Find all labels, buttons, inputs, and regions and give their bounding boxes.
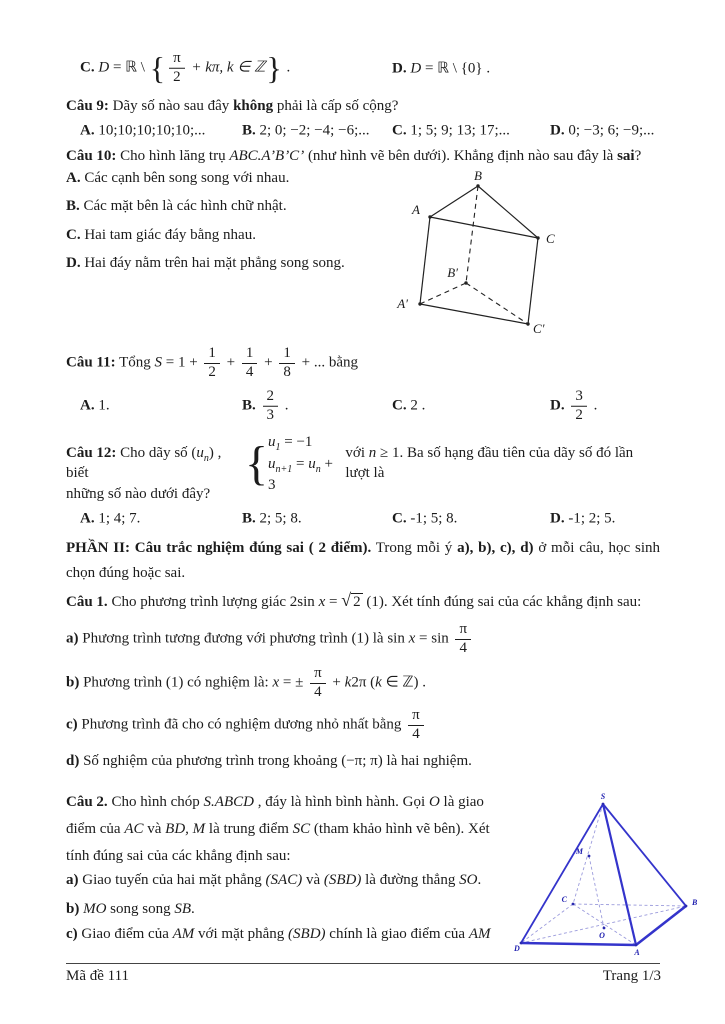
part2-question1-title: Câu 1. Cho phương trình lượng giác 2sin x = √ 2 (1). Xét tính đúng sai của các khẳng định sau:	[66, 590, 642, 610]
part2-heading: PHẦN II: Câu trắc nghiệm đúng sai ( 2 điểm). Trong mỗi ý a), b), c), d) ở mỗi câu, học sinh chọn đúng hoặc sai.	[66, 540, 661, 581]
pyramid-figure	[512, 792, 702, 960]
part2-question2-line1: Câu 2. Cho hình chóp S.ABCD , đáy là hình bình hành. Gọi O là giao	[66, 794, 484, 810]
question10-statement-d: D. Hai đáy nằm trên hai mặt phẳng song song.	[66, 255, 345, 271]
prism-figure	[396, 170, 571, 338]
pyramid-label-s: S	[600, 792, 606, 801]
question12-option-b: B. 2; 5; 8.	[242, 510, 302, 527]
question12-option-a: A. 1; 4; 7.	[80, 510, 141, 527]
question11-option-b: B. $\frac{2}{3}$ .	[242, 387, 289, 423]
footer-exam-code: Mã đề 111	[66, 968, 130, 984]
question8-options-row	[66, 46, 660, 90]
pyramid-solid-edges	[521, 804, 686, 945]
question10-statement-a: A. Các cạnh bên song song với nhau.	[66, 170, 290, 186]
prism-label-c-prime: C′	[533, 321, 545, 336]
question10-statement-c: C. Hai tam giác đáy bằng nhau.	[66, 227, 256, 243]
system-line-2: $u_{n+1} = u_n + 3$	[267, 456, 333, 493]
question9-option-d: D. 0; −3; 6; −9;...	[550, 122, 655, 139]
prism-solid-edges	[420, 186, 538, 324]
part2-question1-b: b) Phương trình (1) có nghiệm là: x = ± $\frac{\pi}{4}$ + k2π (k ∈ ℤ) .	[66, 665, 427, 700]
question9-option-a: A. 10;10;10;10;10;...	[80, 122, 206, 139]
prism-label-a-prime: A′	[397, 296, 408, 311]
question12-title-line2: những số nào dưới đây?	[66, 486, 211, 502]
pyramid-label-a: A	[634, 948, 640, 957]
question12-text-post: với n ≥ 1. Ba số hạng đầu tiên của dãy số đó lần lượt là	[345, 445, 634, 482]
pyramid-label-m: M	[575, 847, 583, 856]
part2-question2-line2: điểm của AC và BD, M là trung điểm SC (tham khảo hình vẽ bên). Xét	[66, 821, 490, 837]
pyramid-label-c: C	[561, 895, 567, 904]
system-brace: {	[244, 436, 268, 490]
question12-option-c: C. -1; 5; 8.	[392, 510, 458, 527]
part2-question2-a: a) Giao tuyến của hai mặt phẳng (SAC) và (SBD) là đường thẳng SO.	[66, 872, 482, 888]
question10-title: Câu 10: Cho hình lăng trụ ABC.A’B’C’ (như hình vẽ bên dưới). Khẳng định nào sau đây là sai?	[66, 148, 642, 164]
question12-option-d: D. -1; 2; 5.	[550, 510, 616, 527]
part2-question1-d: d) Số nghiệm của phương trình trong khoảng (−π; π) là hai nghiệm.	[66, 753, 472, 769]
part2-question1-a: a) Phương trình tương đương với phương trình (1) là sin x = sin $\frac{\pi}{4}$	[66, 622, 660, 657]
question11-options-row	[66, 384, 660, 428]
question8-option-c: C. D = ℝ \ { $\frac{\pi}{2}$ + kπ, k ∈ ℤ} .	[80, 49, 291, 86]
question10-statement-b: B. Các mặt bên là các hình chữ nhật.	[66, 198, 287, 214]
question11-option-a: A. 1.	[80, 397, 110, 414]
part2-question1-c: c) Phương trình đã cho có nghiệm dương nhỏ nhất bằng $\frac{\pi}{4}$	[66, 708, 660, 743]
question9-title: Câu 9: Dãy số nào sau đây không phải là cấp số cộng?	[66, 98, 399, 114]
question11-title: Câu 11: Tổng S = 1 + $\frac{1}{2}$ + $\frac{1}{4}$ + $\frac{1}{8}$ + ... bằng	[66, 345, 358, 380]
question9-option-c: C. 1; 5; 9; 13; 17;...	[392, 122, 510, 139]
pyramid-label-o: O	[599, 931, 605, 940]
question8-option-d: D. D = ℝ \ {0} .	[392, 60, 491, 77]
part2-question2-c: c) Giao điểm của AM với mặt phẳng (SBD) chính là giao điểm của AM	[66, 926, 491, 942]
question12-text-pre: Câu 12: Cho dãy số $(u_n)$ , biết	[66, 445, 222, 482]
question11-option-c: C. 2 .	[392, 397, 426, 414]
question11-option-d: D. $\frac{3}{2}$ .	[550, 387, 598, 423]
part2-question2-b: b) MO song song SB.	[66, 901, 195, 917]
part2-question2-line3: tính đúng sai của các khẳng định sau:	[66, 848, 291, 864]
question9-options-row	[66, 118, 660, 144]
prism-label-b: B	[474, 170, 482, 183]
question12-options-row	[66, 506, 660, 532]
prism-dashed-edges	[420, 186, 528, 324]
pyramid-label-b: B	[692, 898, 698, 907]
footer-page-number: Trang 1/3	[602, 968, 661, 984]
system-line-1: $u_1 = -1$	[267, 434, 313, 453]
pyramid-label-d: D	[514, 944, 520, 953]
prism-label-c: C	[546, 231, 555, 246]
prism-vertex-dots	[418, 184, 539, 325]
prism-label-a: A	[412, 202, 420, 217]
footer-divider	[66, 963, 660, 964]
prism-label-b-prime: B′	[447, 265, 458, 280]
question9-option-b: B. 2; 0; −2; −4; −6;...	[242, 122, 370, 139]
